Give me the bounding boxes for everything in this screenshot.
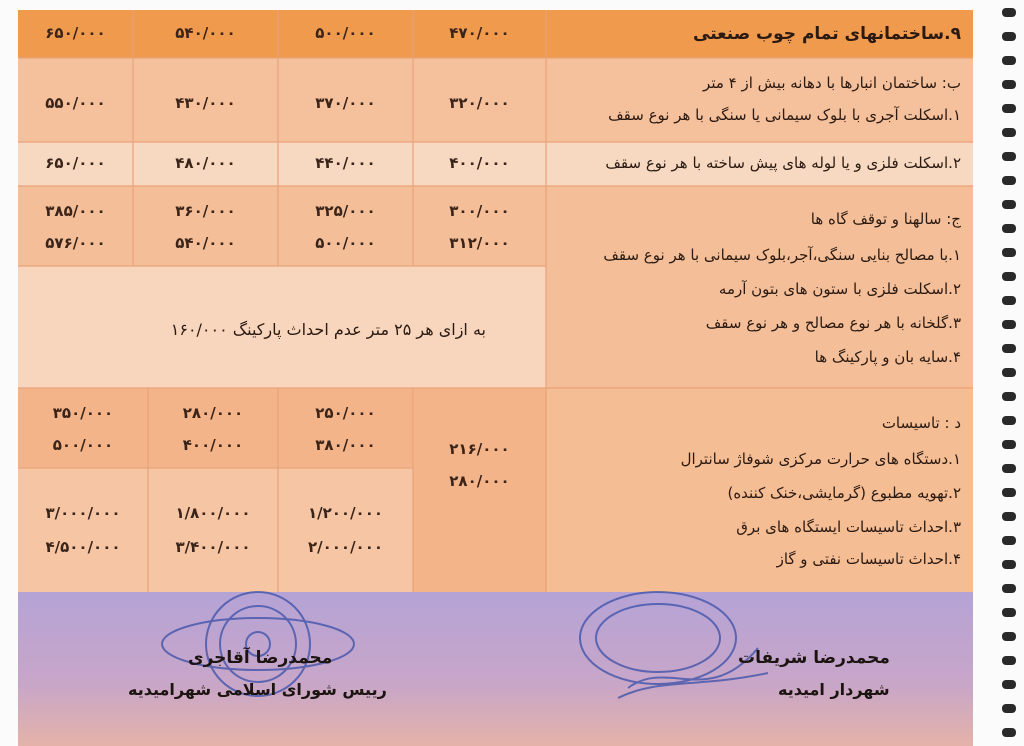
b-val-1: ۳۲۰/۰۰۰ xyxy=(449,94,510,112)
header-col-3: ۵۴۰/۰۰۰ xyxy=(133,10,278,58)
section-c-text: ج: سالهنا و توقف گاه ها ۱.با مصالح بنایی سنگی،آجر،بلوک سیمانی با هر نوع سقف ۲.اسکلت فلزی با ستون های بتون آرمه ۳.گلخانه با هر نوع مصالح و هر نوع سقف ۴.سایه بان و پارکینگ ها xyxy=(546,186,973,388)
header-col-2: ۵۰۰/۰۰۰ xyxy=(278,10,413,58)
d-top-col4-a: ۳۵۰/۰۰۰ xyxy=(52,404,114,422)
header-col-4: ۶۵۰/۰۰۰ xyxy=(18,10,133,58)
section-b-text: ب: ساختمان انبارها با دهانه بیش از ۴ متر ۱.اسکلت آجری با بلوک سیمانی یا سنگی با هر نوع سقف xyxy=(608,74,961,124)
d-top-col2-a: ۲۵۰/۰۰۰ xyxy=(315,404,376,422)
section-b2-row: ۲.اسکلت فلزی و یا لوله های پیش ساخته با هر نوع سقف xyxy=(18,142,973,186)
d-top-col3-a: ۲۸۰/۰۰۰ xyxy=(182,404,244,422)
d-top-col2-b: ۳۸۰/۰۰۰ xyxy=(315,436,376,454)
b-val-3: ۴۳۰/۰۰۰ xyxy=(175,94,236,112)
b-val-4: ۵۵۰/۰۰۰ xyxy=(45,94,106,112)
d-bot-col3-b: ۳/۴۰۰/۰۰۰ xyxy=(175,538,251,556)
section-d-bottom-values xyxy=(18,468,413,592)
binding-hole xyxy=(1002,416,1016,425)
binding-hole xyxy=(1002,80,1016,89)
binding-hole xyxy=(1002,680,1016,689)
binding-hole xyxy=(1002,104,1016,113)
binding-hole xyxy=(1002,32,1016,41)
binding-hole xyxy=(1002,392,1016,401)
binding-hole xyxy=(1002,152,1016,161)
section-d-top-values xyxy=(18,388,413,468)
c-r2-val-2: ۵۰۰/۰۰۰ xyxy=(315,234,376,252)
d-top-col3-b: ۴۰۰/۰۰۰ xyxy=(182,436,244,454)
d-bot-col4-a: ۳/۰۰۰/۰۰۰ xyxy=(45,504,121,522)
d-bot-col2-a: ۱/۲۰۰/۰۰۰ xyxy=(307,504,384,522)
binding-hole xyxy=(1002,176,1016,185)
binding-hole xyxy=(1002,608,1016,617)
c-r2-val-3: ۵۴۰/۰۰۰ xyxy=(175,234,236,252)
c-r1-val-3: ۳۶۰/۰۰۰ xyxy=(175,202,236,220)
binding-hole xyxy=(1002,248,1016,257)
parking-note: به ازای هر ۲۵ متر عدم احداث پارکینگ ۱۶۰/۰۰۰ xyxy=(170,320,486,339)
header-col-1: ۴۷۰/۰۰۰ xyxy=(413,10,546,58)
binding-hole xyxy=(1002,272,1016,281)
right-signer-role: شهردار امیدیه xyxy=(778,680,890,699)
binding-hole xyxy=(1002,296,1016,305)
c-r2-val-4: ۵۷۶/۰۰۰ xyxy=(45,234,106,252)
binding-hole xyxy=(1002,320,1016,329)
section-c-values xyxy=(18,186,546,266)
binding-hole xyxy=(1002,728,1016,737)
section-d-col1: ۲۱۶/۰۰۰ ۲۸۰/۰۰۰ xyxy=(413,388,546,592)
parking-note-cell xyxy=(18,266,546,388)
binding-hole xyxy=(1002,200,1016,209)
header-title-cell xyxy=(546,10,973,58)
binding-hole xyxy=(1002,56,1016,65)
d-bot-col4-b: ۴/۵۰۰/۰۰۰ xyxy=(45,538,121,556)
spiral-binding xyxy=(998,0,1020,746)
left-signer-name: محمدرضا آقاجری xyxy=(188,648,333,668)
binding-hole xyxy=(1002,224,1016,233)
b2-val-3: ۴۸۰/۰۰۰ xyxy=(175,154,236,172)
c-r2-val-1: ۳۱۲/۰۰۰ xyxy=(449,234,510,252)
binding-hole xyxy=(1002,560,1016,569)
binding-hole xyxy=(1002,440,1016,449)
right-signer-name: محمدرضا شریفات xyxy=(738,648,890,668)
c-r1-val-4: ۳۸۵/۰۰۰ xyxy=(45,202,106,220)
binding-hole xyxy=(1002,512,1016,521)
b-val-2: ۳۷۰/۰۰۰ xyxy=(315,94,376,112)
binding-hole xyxy=(1002,368,1016,377)
binding-hole xyxy=(1002,488,1016,497)
binding-hole xyxy=(1002,704,1016,713)
d-top-col4-b: ۵۰۰/۰۰۰ xyxy=(52,436,114,454)
signature-footer xyxy=(18,592,973,746)
binding-hole xyxy=(1002,344,1016,353)
binding-hole xyxy=(1002,8,1016,17)
c-r1-val-1: ۳۰۰/۰۰۰ xyxy=(449,202,510,220)
left-signer-role: رییس شورای اسلامی شهرامیدیه xyxy=(128,680,387,699)
c-r1-val-2: ۳۲۵/۰۰۰ xyxy=(315,202,376,220)
binding-hole xyxy=(1002,128,1016,137)
section-d-text: د : تاسیسات ۱.دستگاه های حرارت مرکزی شوفاژ سانترال ۲.تهویه مطبوع (گرمایشی،خنک کننده) ۳.احداث تاسیسات ایستگاه های برق ۴.احداث تاسیسات نفتی و گاز xyxy=(546,388,973,592)
d-bot-col3-a: ۱/۸۰۰/۰۰۰ xyxy=(175,504,251,522)
b2-val-1: ۴۰۰/۰۰۰ xyxy=(449,154,510,172)
binding-hole xyxy=(1002,656,1016,665)
d-bot-col2-b: ۲/۰۰۰/۰۰۰ xyxy=(307,538,384,556)
header-title: ۹.ساختمانهای تمام چوب صنعتی xyxy=(693,24,961,44)
binding-hole xyxy=(1002,536,1016,545)
b2-val-4: ۶۵۰/۰۰۰ xyxy=(45,154,106,172)
binding-hole xyxy=(1002,464,1016,473)
binding-hole xyxy=(1002,632,1016,641)
b2-val-2: ۴۴۰/۰۰۰ xyxy=(315,154,376,172)
binding-hole xyxy=(1002,584,1016,593)
